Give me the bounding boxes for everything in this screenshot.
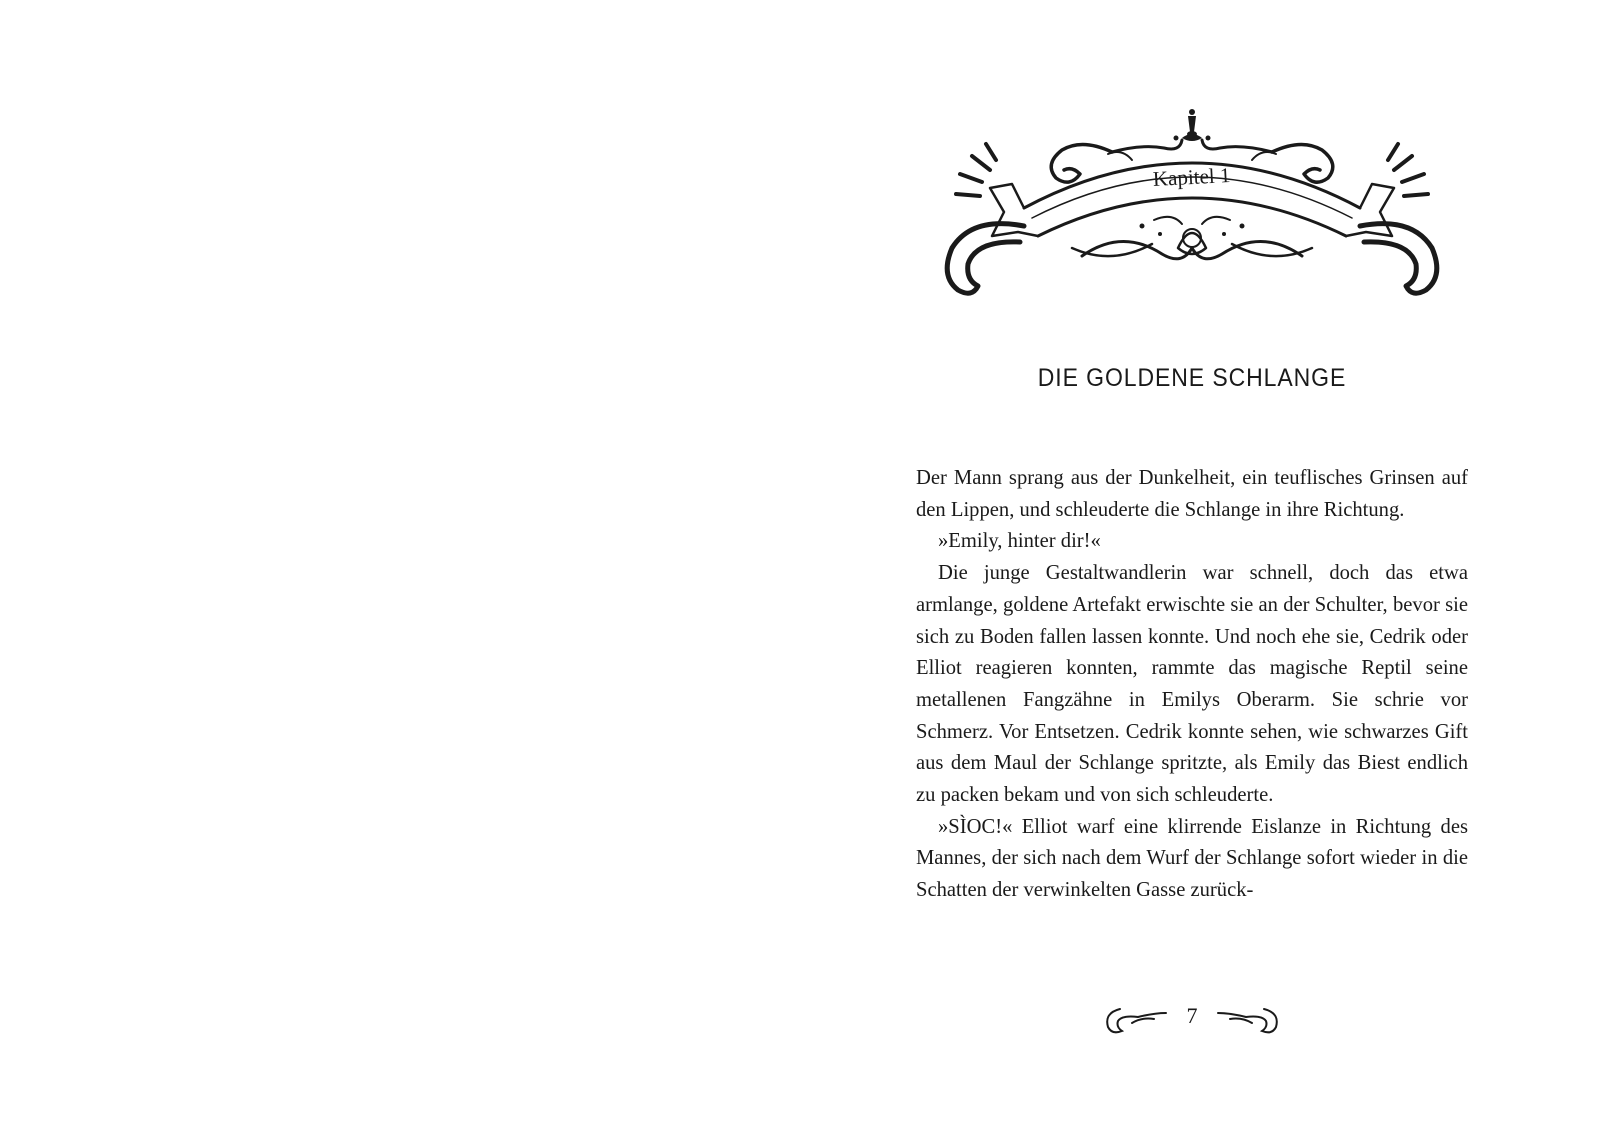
paragraph-4: »SÌOC!« Elliot warf eine klirrende Eislanze in Richtung des Mannes, der sich nach dem Wurf der Schlange sofort wieder in die Schatten der verwinkelten Gasse zurück- (916, 815, 1468, 902)
page-number: 7 (1186, 1003, 1198, 1028)
paragraph-1: Der Mann sprang aus der Dunkelheit, ein teuflisches Grinsen auf den Lippen, und schleuderte die Schlange in ihre Richtung. (916, 467, 1468, 521)
chapter-header-ornament-icon (932, 108, 1452, 303)
chapter-label: Kapitel 1 (1152, 162, 1231, 192)
paragraph-3: Die junge Gestaltwandlerin war schnell, doch das etwa armlange, goldene Artefakt erwischte sie an der Schulter, bevor sie sich zu Boden fallen lassen konnte. Und noch ehe sie, Cedrik oder Elliot reagieren konnten, rammte das magische Reptil seine metallenen Fangzähne in Emilys Oberarm. Sie schrie vor Schmerz. Vor Entsetzen. Cedrik konnte sehen, wie schwarzes Gift aus dem Maul der Schlange spritzte, als Emily das Biest endlich zu packen bekam und von sich schleuderte. (916, 562, 1468, 807)
chapter-title: DIE GOLDENE SCHLANGE (1037, 364, 1347, 392)
paragraph-2: »Emily, hinter dir!« (938, 530, 1101, 553)
body-text (916, 463, 1468, 907)
folio (1102, 1003, 1282, 1039)
